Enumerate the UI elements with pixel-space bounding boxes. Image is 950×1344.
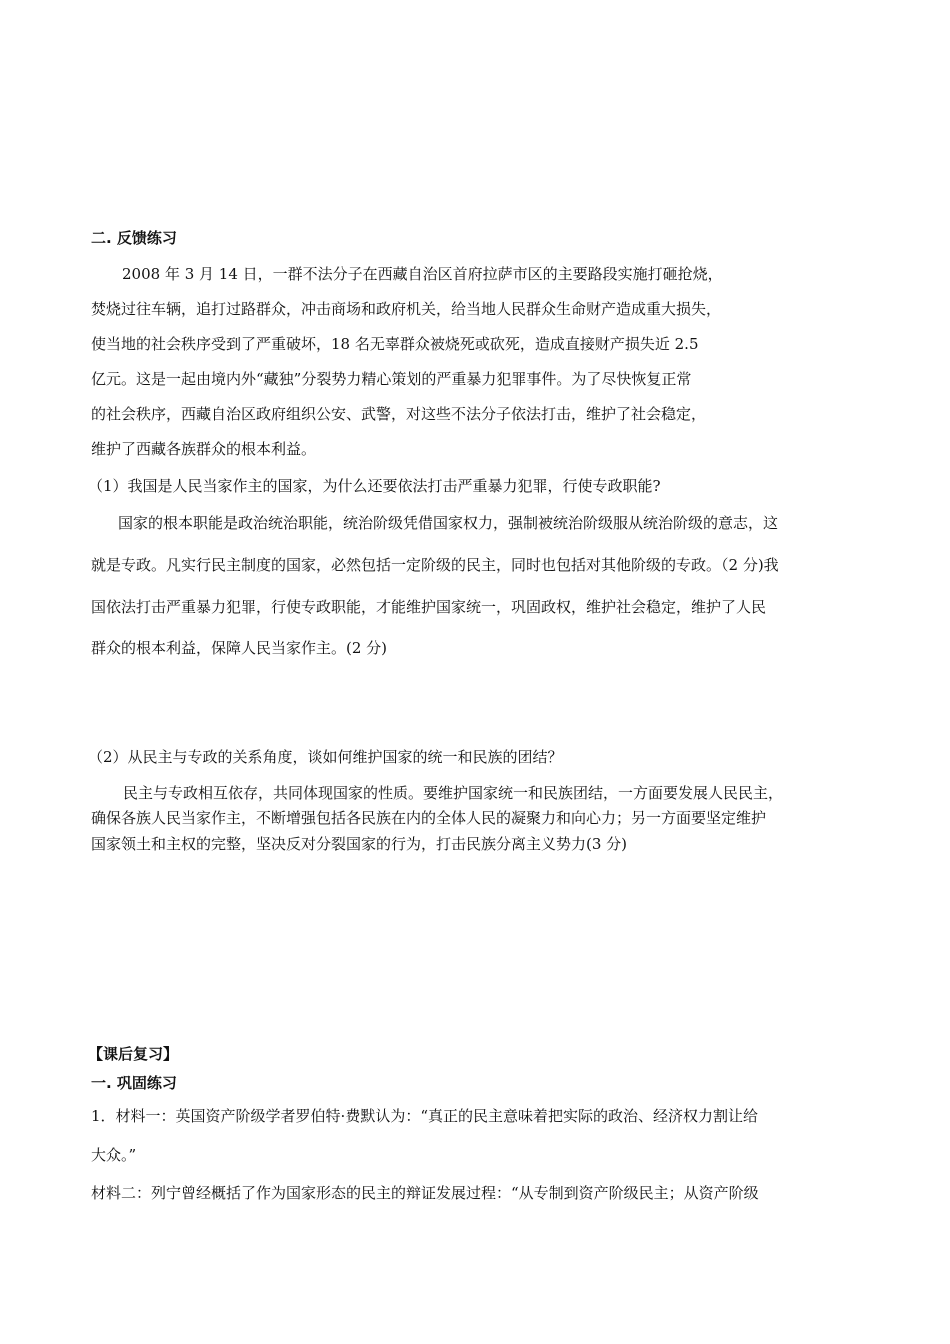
exercise-1-line: 1．材料一：英国资产阶级学者罗伯特·费默认为：“真正的民主意味着把实际的政治、经济权力割让给 bbox=[91, 1107, 758, 1125]
answer-1-line: 国家的根本职能是政治统治职能，统治阶级凭借国家权力，强制被统治阶级服从统治阶级的意志，这 bbox=[118, 514, 779, 532]
question-1: （1）我国是人民当家作主的国家，为什么还要依法打击严重暴力犯罪，行使专政职能? bbox=[88, 477, 661, 495]
section-heading-feedback: 二. 反馈练习 bbox=[91, 229, 177, 247]
subheading-consolidation: 一. 巩固练习 bbox=[91, 1074, 177, 1092]
answer-2-line: 国家领土和主权的完整，坚决反对分裂国家的行为，打击民族分离主义势力(3 分) bbox=[91, 835, 628, 853]
answer-1-line: 群众的根本利益，保障人民当家作主。(2 分) bbox=[91, 639, 388, 657]
answer-2-line: 确保各族人民当家作主，不断增强包括各民族在内的全体人民的凝聚力和向心力；另一方面要坚定维护 bbox=[91, 809, 767, 827]
passage-line: 使当地的社会秩序受到了严重破坏，18 名无辜群众被烧死或砍死，造成直接财产损失近 2.5 bbox=[91, 335, 699, 353]
answer-1-line: 国依法打击严重暴力犯罪，行使专政职能，才能维护国家统一，巩固政权，维护社会稳定，维护了人民 bbox=[91, 598, 767, 616]
passage-line: 的社会秩序，西藏自治区政府组织公安、武警，对这些不法分子依法打击，维护了社会稳定， bbox=[91, 405, 707, 423]
exercise-1-line: 大众。” bbox=[91, 1146, 137, 1164]
answer-2-line: 民主与专政相互依存，共同体现国家的性质。要维护国家统一和民族团结，一方面要发展人民民主， bbox=[123, 784, 784, 802]
passage-line: 2008 年 3 月 14 日，一群不法分子在西藏自治区首府拉萨市区的主要路段实施打砸抢烧， bbox=[122, 265, 723, 283]
section-heading-review: 【课后复习】 bbox=[88, 1045, 179, 1063]
answer-1-line: 就是专政。凡实行民主制度的国家，必然包括一定阶级的民主，同时也包括对其他阶级的专政。（2 分)我 bbox=[91, 556, 779, 574]
exercise-1-line: 材料二：列宁曾经概括了作为国家形态的民主的辩证发展过程：“从专制到资产阶级民主；从资产阶级 bbox=[91, 1184, 759, 1202]
passage-line: 焚烧过往车辆，追打过路群众，冲击商场和政府机关，给当地人民群众生命财产造成重大损失， bbox=[91, 300, 722, 318]
question-2: （2）从民主与专政的关系角度，谈如何维护国家的统一和民族的团结？ bbox=[88, 748, 563, 766]
passage-line: 维护了西藏各族群众的根本利益。 bbox=[91, 440, 317, 458]
passage-line: 亿元。这是一起由境内外“藏独”分裂势力精心策划的严重暴力犯罪事件。为了尽快恢复正常 bbox=[91, 370, 692, 388]
